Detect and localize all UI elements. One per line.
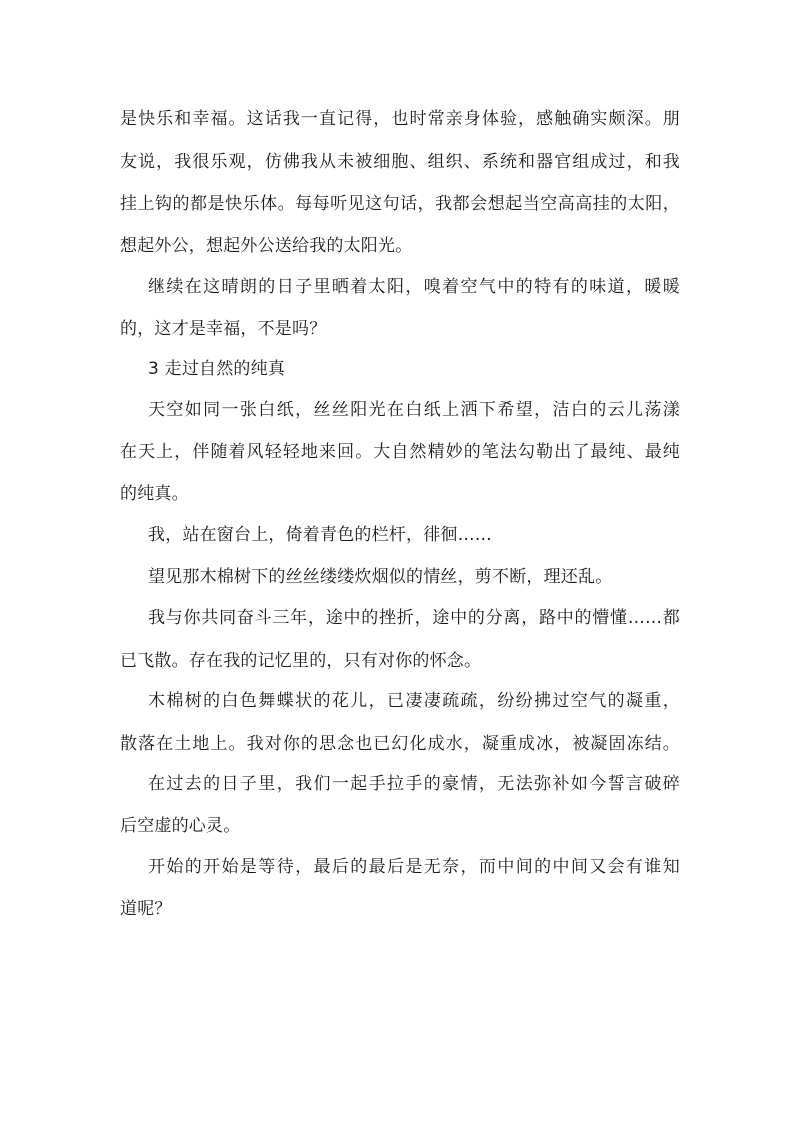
- text-line: 的，这才是幸福，不是吗？: [120, 319, 327, 339]
- paragraph-start: 望见那木棉树下的丝丝缕缕炊烟似的情丝，剪不断，理还乱。: [148, 567, 613, 587]
- text-line: 挂上钩的都是快乐体。每每听见这句话，我都会想起当空高高挂的太阳，: [120, 194, 680, 214]
- text-line: 道呢？: [120, 899, 172, 919]
- paragraph-start: 在过去的日子里，我们一起手拉手的豪情，无法弥补如今誓言破碎: [148, 774, 680, 794]
- text-line: 在天上，伴随着风轻轻地来回。大自然精妙的笔法勾勒出了最纯、最纯: [120, 442, 680, 462]
- paragraph-start: 木棉树的白色舞蝶状的花儿，已凄凄疏疏，纷纷拂过空气的凝重，: [148, 691, 680, 711]
- text-line: 是快乐和幸福。这话我一直记得，也时常亲身体验，感触确实颇深。朋: [120, 109, 680, 129]
- text-line: 友说，我很乐观，仿佛我从未被细胞、组织、系统和器官组成过，和我: [120, 152, 680, 172]
- text-line: 后空虚的心灵。: [120, 816, 241, 836]
- text-line: 想起外公，想起外公送给我的太阳光。: [120, 236, 413, 256]
- text-line: 散落在土地上。我对你的思念也已幻化成水，凝重成冰，被凝固冻结。: [120, 734, 680, 754]
- paragraph-start: 开始的开始是等待，最后的最后是无奈，而中间的中间又会有谁知: [148, 857, 680, 877]
- paragraph-start: 我与你共同奋斗三年，途中的挫折，途中的分离，路中的懵懂……都: [148, 608, 680, 628]
- section-heading: 3 走过自然的纯真: [148, 359, 286, 379]
- paragraph-start: 继续在这晴朗的日子里晒着太阳，嗅着空气中的特有的味道，暖暖: [148, 277, 680, 297]
- text-line: 的纯真。: [120, 484, 189, 504]
- text-line: 已飞散。存在我的记忆里的，只有对你的怀念。: [120, 651, 482, 671]
- paragraph-start: 我，站在窗台上，倚着青色的栏杆，徘徊……: [148, 525, 492, 545]
- paragraph-start: 天空如同一张白纸，丝丝阳光在白纸上洒下希望，洁白的云儿荡漾: [148, 400, 680, 420]
